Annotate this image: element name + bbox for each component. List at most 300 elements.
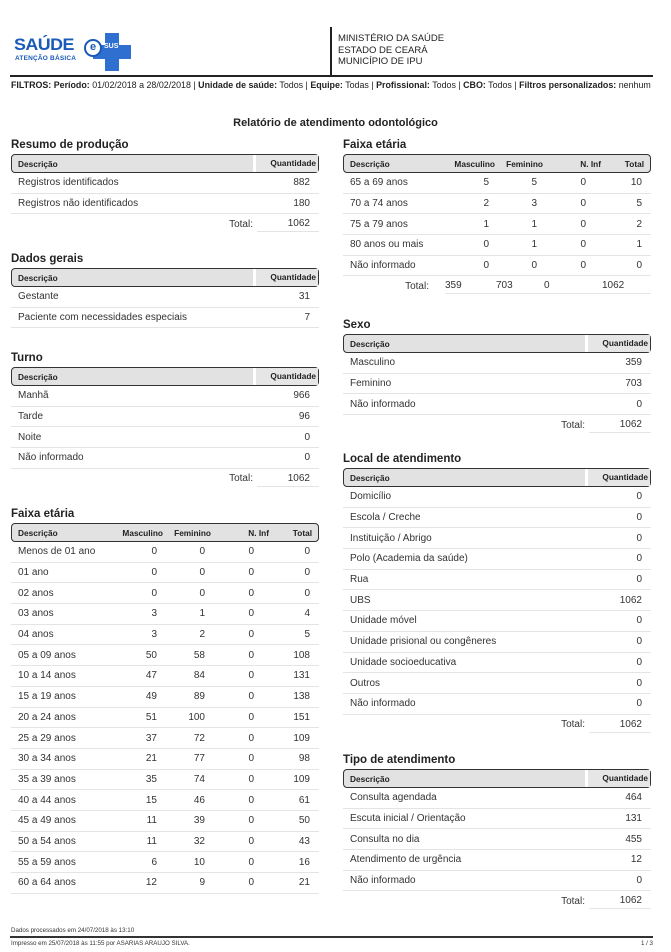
row-feminino: 0 bbox=[531, 260, 537, 272]
row-feminino: 5 bbox=[531, 177, 537, 189]
total-row bbox=[343, 415, 651, 435]
row-ninf: 0 bbox=[248, 546, 254, 558]
logo-subtitle: ATENÇÃO BÁSICA bbox=[15, 55, 77, 62]
table-row bbox=[343, 235, 651, 256]
row-description: Atendimento de urgência bbox=[350, 854, 462, 866]
row-quantity: 0 bbox=[636, 636, 642, 648]
row-masculino: 3 bbox=[151, 629, 157, 641]
total-label: Total: bbox=[561, 895, 585, 907]
row-description: Não informado bbox=[350, 398, 416, 410]
row-description: 25 a 29 anos bbox=[18, 732, 76, 744]
saude-esus-logo bbox=[14, 33, 124, 69]
table-row bbox=[11, 852, 319, 873]
row-description: Unidade móvel bbox=[350, 615, 417, 627]
row-quantity: 0 bbox=[636, 512, 642, 524]
row-description: 50 a 54 anos bbox=[18, 835, 76, 847]
total-ninf: 0 bbox=[544, 278, 602, 294]
page-number: 1 / 3 bbox=[640, 940, 653, 947]
row-masculino: 49 bbox=[145, 691, 157, 703]
table-header bbox=[11, 367, 319, 386]
row-description: Escola / Creche bbox=[350, 512, 421, 524]
row-description: Não informado bbox=[18, 452, 84, 464]
row-feminino: 58 bbox=[193, 649, 205, 661]
table-row bbox=[11, 287, 319, 308]
footer-rule bbox=[10, 936, 653, 938]
row-description: 30 a 34 anos bbox=[18, 753, 76, 765]
column-header-quantidade: Quantidade bbox=[253, 269, 318, 286]
ministry-block bbox=[338, 33, 444, 68]
filter-key: Filtros personalizados: bbox=[519, 80, 617, 90]
table-row bbox=[11, 448, 319, 469]
processed-timestamp: Dados processados em 24/07/2018 às 13:10 bbox=[11, 927, 135, 934]
filter-value: nenhum bbox=[618, 80, 651, 90]
table-row bbox=[343, 850, 651, 871]
table-row bbox=[343, 394, 651, 415]
row-description: Escuta inicial / Orientação bbox=[350, 813, 466, 825]
logo-word: SAÚDE bbox=[14, 35, 74, 54]
table-row bbox=[11, 625, 319, 646]
section-title: Sexo bbox=[343, 319, 371, 331]
total-row bbox=[343, 715, 651, 735]
row-ninf: 0 bbox=[248, 753, 254, 765]
table-row bbox=[343, 528, 651, 549]
section-title: Faixa etária bbox=[343, 139, 407, 151]
row-description: Rua bbox=[350, 574, 369, 586]
row-quantity: 0 bbox=[636, 875, 642, 887]
report-header bbox=[0, 0, 671, 78]
row-description: 15 a 19 anos bbox=[18, 691, 76, 703]
row-description: 01 ano bbox=[18, 567, 49, 579]
column-header-descricao: Descrição bbox=[350, 338, 390, 349]
column-header-ninf: N. Inf bbox=[248, 527, 269, 538]
row-ninf: 0 bbox=[248, 649, 254, 661]
table-row bbox=[343, 549, 651, 570]
row-quantity: 359 bbox=[625, 357, 642, 369]
row-description: Instituição / Abrigo bbox=[350, 532, 432, 544]
row-description: Gestante bbox=[18, 291, 59, 303]
row-ninf: 0 bbox=[248, 732, 254, 744]
row-feminino: 77 bbox=[193, 753, 205, 765]
filter-value: Todas bbox=[345, 80, 369, 90]
table-row bbox=[343, 788, 651, 809]
row-total: 109 bbox=[293, 732, 310, 744]
table-row bbox=[11, 832, 319, 853]
column-header-total: Total bbox=[624, 158, 644, 169]
table-row bbox=[11, 728, 319, 749]
row-quantity: 7 bbox=[304, 312, 310, 324]
table-row bbox=[11, 542, 319, 563]
row-description: Não informado bbox=[350, 875, 416, 887]
total-feminino: 703 bbox=[496, 278, 544, 294]
table-row bbox=[11, 790, 319, 811]
row-quantity: 0 bbox=[304, 452, 310, 464]
total-label: Total: bbox=[561, 419, 585, 431]
row-description: Masculino bbox=[350, 357, 396, 369]
table-row bbox=[343, 508, 651, 529]
row-ninf: 0 bbox=[248, 856, 254, 868]
municipality-line: MUNICÍPIO DE IPU bbox=[338, 56, 423, 67]
row-masculino: 0 bbox=[151, 546, 157, 558]
row-total: 151 bbox=[293, 711, 310, 723]
row-total: 1 bbox=[636, 239, 642, 251]
row-quantity: 0 bbox=[636, 532, 642, 544]
column-header-ninf: N. Inf bbox=[580, 158, 601, 169]
row-feminino: 9 bbox=[199, 877, 205, 889]
row-description: Feminino bbox=[350, 378, 392, 390]
row-description: Tarde bbox=[18, 411, 44, 423]
row-total: 109 bbox=[293, 773, 310, 785]
row-description: Outros bbox=[350, 677, 381, 689]
column-header-descricao: Descrição bbox=[350, 773, 390, 784]
column-header-descricao: Descrição bbox=[350, 472, 390, 483]
table-header bbox=[343, 769, 651, 788]
table-row bbox=[343, 673, 651, 694]
filter-key: CBO: bbox=[463, 80, 486, 90]
row-masculino: 11 bbox=[146, 835, 157, 847]
row-ninf: 0 bbox=[248, 794, 254, 806]
row-feminino: 46 bbox=[193, 794, 205, 806]
column-header-quantidade: Quantidade bbox=[585, 469, 650, 486]
table-row bbox=[11, 687, 319, 708]
row-quantity: 0 bbox=[636, 615, 642, 627]
column-header-masculino: Masculino bbox=[122, 527, 163, 538]
table-header bbox=[343, 154, 651, 173]
row-quantity: 0 bbox=[636, 574, 642, 586]
total-label: Total: bbox=[561, 719, 585, 731]
row-quantity: 0 bbox=[636, 677, 642, 689]
row-quantity: 12 bbox=[630, 854, 642, 866]
table-row bbox=[343, 653, 651, 674]
row-description: Paciente com necessidades especiais bbox=[18, 312, 187, 324]
table-row bbox=[11, 811, 319, 832]
total-value: 1062 bbox=[257, 471, 319, 487]
row-description: Não informado bbox=[350, 260, 416, 272]
table-header bbox=[343, 468, 651, 487]
table-row bbox=[343, 809, 651, 830]
row-quantity: 31 bbox=[298, 291, 310, 303]
row-total: 131 bbox=[293, 670, 310, 682]
total-label: Total: bbox=[405, 280, 429, 292]
row-ninf: 0 bbox=[580, 198, 586, 210]
header-rule bbox=[10, 75, 653, 77]
total-total: 1062 bbox=[602, 278, 651, 294]
table-row bbox=[11, 666, 319, 687]
column-header-masculino: Masculino bbox=[454, 158, 495, 169]
row-description: 55 a 59 anos bbox=[18, 856, 76, 868]
row-ninf: 0 bbox=[248, 691, 254, 703]
row-feminino: 72 bbox=[193, 732, 205, 744]
filter-value: Todos bbox=[488, 80, 512, 90]
row-feminino: 0 bbox=[199, 546, 205, 558]
table-row bbox=[343, 256, 651, 277]
total-row bbox=[11, 469, 319, 489]
filter-key: Período: bbox=[53, 80, 90, 90]
column-header-quantidade: Quantidade bbox=[253, 368, 318, 385]
row-total: 10 bbox=[630, 177, 642, 189]
filters-line: FILTROS: Período: 01/02/2018 a 28/02/2018 | Unidade de saúde: Todos | Equipe: Todas | Profissional: Todos | CBO: Todos | Filtros personalizados: nenhum bbox=[11, 80, 651, 90]
printed-info: Impresso em 25/07/2018 às 11:55 por ASARIAS ARAUJO SILVA. bbox=[11, 940, 190, 947]
section-title: Tipo de atendimento bbox=[343, 754, 456, 766]
row-description: Registros identificados bbox=[18, 177, 119, 189]
row-feminino: 74 bbox=[193, 773, 205, 785]
row-quantity: 0 bbox=[636, 698, 642, 710]
row-feminino: 1 bbox=[531, 218, 537, 230]
row-ninf: 0 bbox=[248, 629, 254, 641]
filter-value: Todos bbox=[279, 80, 304, 90]
row-total: 21 bbox=[298, 877, 310, 889]
table-row bbox=[343, 374, 651, 395]
section-tipo-atendimento bbox=[343, 753, 651, 911]
row-masculino: 5 bbox=[483, 177, 489, 189]
row-feminino: 10 bbox=[193, 856, 205, 868]
row-feminino: 0 bbox=[199, 567, 205, 579]
column-header-feminino: Feminino bbox=[506, 158, 543, 169]
row-masculino: 6 bbox=[151, 856, 157, 868]
table-header bbox=[11, 154, 319, 173]
row-total: 0 bbox=[304, 587, 310, 599]
table-row bbox=[343, 871, 651, 892]
row-quantity: 464 bbox=[625, 792, 642, 804]
table-row bbox=[343, 694, 651, 715]
row-description: 20 a 24 anos bbox=[18, 711, 76, 723]
row-masculino: 21 bbox=[145, 753, 157, 765]
column-header-descricao: Descrição bbox=[18, 527, 58, 538]
row-feminino: 1 bbox=[531, 239, 537, 251]
column-header-descricao: Descrição bbox=[18, 158, 58, 169]
column-header-descricao: Descrição bbox=[350, 158, 390, 169]
row-description: 80 anos ou mais bbox=[350, 239, 424, 251]
row-quantity: 0 bbox=[636, 656, 642, 668]
logo-e-icon: e bbox=[84, 39, 102, 57]
table-row bbox=[343, 194, 651, 215]
row-description: 05 a 09 anos bbox=[18, 649, 76, 661]
section-dados-gerais bbox=[11, 252, 319, 328]
row-total: 16 bbox=[298, 856, 310, 868]
row-description: Polo (Academia da saúde) bbox=[350, 553, 468, 565]
row-description: Consulta no dia bbox=[350, 833, 420, 845]
row-total: 0 bbox=[304, 546, 310, 558]
row-feminino: 39 bbox=[193, 815, 205, 827]
row-description: 35 a 39 anos bbox=[18, 773, 76, 785]
table-header bbox=[11, 268, 319, 287]
row-quantity: 0 bbox=[304, 431, 310, 443]
row-masculino: 0 bbox=[483, 260, 489, 272]
table-row bbox=[11, 604, 319, 625]
row-quantity: 966 bbox=[293, 390, 310, 402]
row-ninf: 0 bbox=[580, 260, 586, 272]
total-value: 1062 bbox=[589, 417, 651, 433]
table-row bbox=[11, 873, 319, 894]
row-ninf: 0 bbox=[248, 815, 254, 827]
row-total: 138 bbox=[293, 691, 310, 703]
row-masculino: 50 bbox=[145, 649, 157, 661]
table-row bbox=[11, 194, 319, 215]
row-total: 0 bbox=[636, 260, 642, 272]
total-label: Total: bbox=[229, 218, 253, 230]
row-masculino: 47 bbox=[145, 670, 157, 682]
total-value: 1062 bbox=[589, 893, 651, 909]
row-total: 5 bbox=[636, 198, 642, 210]
row-ninf: 0 bbox=[580, 177, 586, 189]
table-row bbox=[11, 708, 319, 729]
row-masculino: 35 bbox=[145, 773, 157, 785]
filter-key: Equipe: bbox=[310, 80, 343, 90]
row-masculino: 37 bbox=[145, 732, 157, 744]
row-description: 10 a 14 anos bbox=[18, 670, 76, 682]
table-row bbox=[11, 407, 319, 428]
row-description: 45 a 49 anos bbox=[18, 815, 76, 827]
row-description: Consulta agendada bbox=[350, 792, 437, 804]
row-description: Registros não identificados bbox=[18, 198, 139, 210]
row-total: 2 bbox=[636, 218, 642, 230]
total-value: 1062 bbox=[257, 216, 319, 232]
section-turno bbox=[11, 351, 319, 489]
row-ninf: 0 bbox=[248, 587, 254, 599]
row-description: Menos de 01 ano bbox=[18, 546, 96, 558]
column-header-total: Total bbox=[292, 527, 312, 538]
header-divider bbox=[330, 27, 332, 75]
row-feminino: 89 bbox=[193, 691, 205, 703]
row-total: 5 bbox=[304, 629, 310, 641]
row-ninf: 0 bbox=[248, 670, 254, 682]
table-row bbox=[11, 749, 319, 770]
row-quantity: 0 bbox=[636, 398, 642, 410]
row-feminino: 32 bbox=[193, 835, 205, 847]
row-masculino: 51 bbox=[145, 711, 157, 723]
table-row bbox=[343, 214, 651, 235]
section-local-atendimento bbox=[343, 452, 651, 735]
column-header-descricao: Descrição bbox=[18, 371, 58, 382]
row-description: 40 a 44 anos bbox=[18, 794, 76, 806]
filter-key: Profissional: bbox=[376, 80, 430, 90]
row-description: 70 a 74 anos bbox=[350, 198, 408, 210]
row-description: UBS bbox=[350, 594, 371, 606]
row-description: Domicílio bbox=[350, 491, 392, 503]
section-title: Faixa etária bbox=[11, 508, 75, 520]
table-row bbox=[11, 645, 319, 666]
state-line: ESTADO DE CEARÁ bbox=[338, 44, 428, 56]
row-masculino: 12 bbox=[145, 877, 157, 889]
row-ninf: 0 bbox=[580, 218, 586, 230]
filter-value: 01/02/2018 a 28/02/2018 bbox=[92, 80, 191, 90]
row-ninf: 0 bbox=[248, 711, 254, 723]
row-ninf: 0 bbox=[248, 835, 254, 847]
section-title: Turno bbox=[11, 352, 43, 364]
ministry-line: MINISTÉRIO DA SAÚDE bbox=[338, 33, 445, 44]
table-row bbox=[343, 570, 651, 591]
row-ninf: 0 bbox=[248, 567, 254, 579]
row-total: 98 bbox=[298, 753, 310, 765]
row-total: 43 bbox=[298, 835, 310, 847]
filter-value: Todos bbox=[432, 80, 456, 90]
total-row bbox=[11, 214, 319, 234]
row-quantity: 882 bbox=[293, 177, 310, 189]
table-row bbox=[11, 583, 319, 604]
row-description: 04 anos bbox=[18, 629, 54, 641]
total-masculino: 359 bbox=[445, 278, 496, 294]
table-row bbox=[11, 563, 319, 584]
row-description: 65 a 69 anos bbox=[350, 177, 408, 189]
row-total: 61 bbox=[298, 794, 310, 806]
table-row bbox=[343, 590, 651, 611]
column-header-descricao: Descrição bbox=[18, 272, 58, 283]
row-quantity: 131 bbox=[625, 813, 642, 825]
table-header bbox=[343, 334, 651, 353]
row-total: 50 bbox=[298, 815, 310, 827]
row-masculino: 15 bbox=[145, 794, 157, 806]
row-quantity: 703 bbox=[625, 378, 642, 390]
table-row bbox=[343, 487, 651, 508]
report-title: Relatório de atendimento odontológico bbox=[233, 117, 438, 129]
row-total: 4 bbox=[304, 608, 310, 620]
filters-label: FILTROS: bbox=[11, 80, 52, 90]
row-description: Unidade socioeducativa bbox=[350, 656, 457, 668]
table-row bbox=[11, 770, 319, 791]
row-feminino: 0 bbox=[199, 587, 205, 599]
total-label: Total: bbox=[229, 473, 253, 485]
row-feminino: 3 bbox=[531, 198, 537, 210]
row-description: Unidade prisional ou congêneres bbox=[350, 636, 497, 648]
section-sexo bbox=[343, 318, 651, 435]
table-header bbox=[11, 523, 319, 542]
row-total: 108 bbox=[293, 649, 310, 661]
row-description: 03 anos bbox=[18, 608, 54, 620]
section-title: Local de atendimento bbox=[343, 453, 462, 465]
row-feminino: 1 bbox=[199, 608, 205, 620]
table-row bbox=[343, 611, 651, 632]
table-row bbox=[11, 386, 319, 407]
column-header-quantidade: Quantidade bbox=[585, 770, 650, 787]
row-masculino: 2 bbox=[483, 198, 489, 210]
row-quantity: 1062 bbox=[619, 594, 642, 606]
row-quantity: 180 bbox=[293, 198, 310, 210]
row-feminino: 100 bbox=[188, 711, 205, 723]
table-row bbox=[343, 829, 651, 850]
section-faixa-etaria-continued bbox=[343, 138, 651, 296]
row-masculino: 0 bbox=[483, 239, 489, 251]
row-masculino: 3 bbox=[151, 608, 157, 620]
row-description: Manhã bbox=[18, 390, 49, 402]
row-quantity: 0 bbox=[636, 553, 642, 565]
row-ninf: 0 bbox=[248, 608, 254, 620]
row-masculino: 11 bbox=[146, 815, 157, 827]
logo-sus: SUS bbox=[104, 43, 119, 50]
row-quantity: 96 bbox=[298, 411, 310, 423]
row-description: 02 anos bbox=[18, 587, 54, 599]
row-masculino: 0 bbox=[151, 587, 157, 599]
section-title: Resumo de produção bbox=[11, 139, 129, 151]
row-feminino: 2 bbox=[199, 629, 205, 641]
filter-key: Unidade de saúde: bbox=[198, 80, 278, 90]
row-feminino: 84 bbox=[193, 670, 205, 682]
column-header-quantidade: Quantidade bbox=[585, 335, 650, 352]
row-quantity: 455 bbox=[625, 833, 642, 845]
table-row bbox=[343, 353, 651, 374]
table-row bbox=[343, 632, 651, 653]
column-header-quantidade: Quantidade bbox=[253, 155, 318, 172]
total-row bbox=[343, 891, 651, 911]
row-description: 60 a 64 anos bbox=[18, 877, 76, 889]
row-description: 75 a 79 anos bbox=[350, 218, 408, 230]
row-description: Não informado bbox=[350, 698, 416, 710]
table-row bbox=[11, 427, 319, 448]
row-ninf: 0 bbox=[248, 877, 254, 889]
row-masculino: 1 bbox=[483, 218, 489, 230]
row-description: Noite bbox=[18, 431, 42, 443]
table-row bbox=[343, 173, 651, 194]
row-ninf: 0 bbox=[248, 773, 254, 785]
row-masculino: 0 bbox=[151, 567, 157, 579]
